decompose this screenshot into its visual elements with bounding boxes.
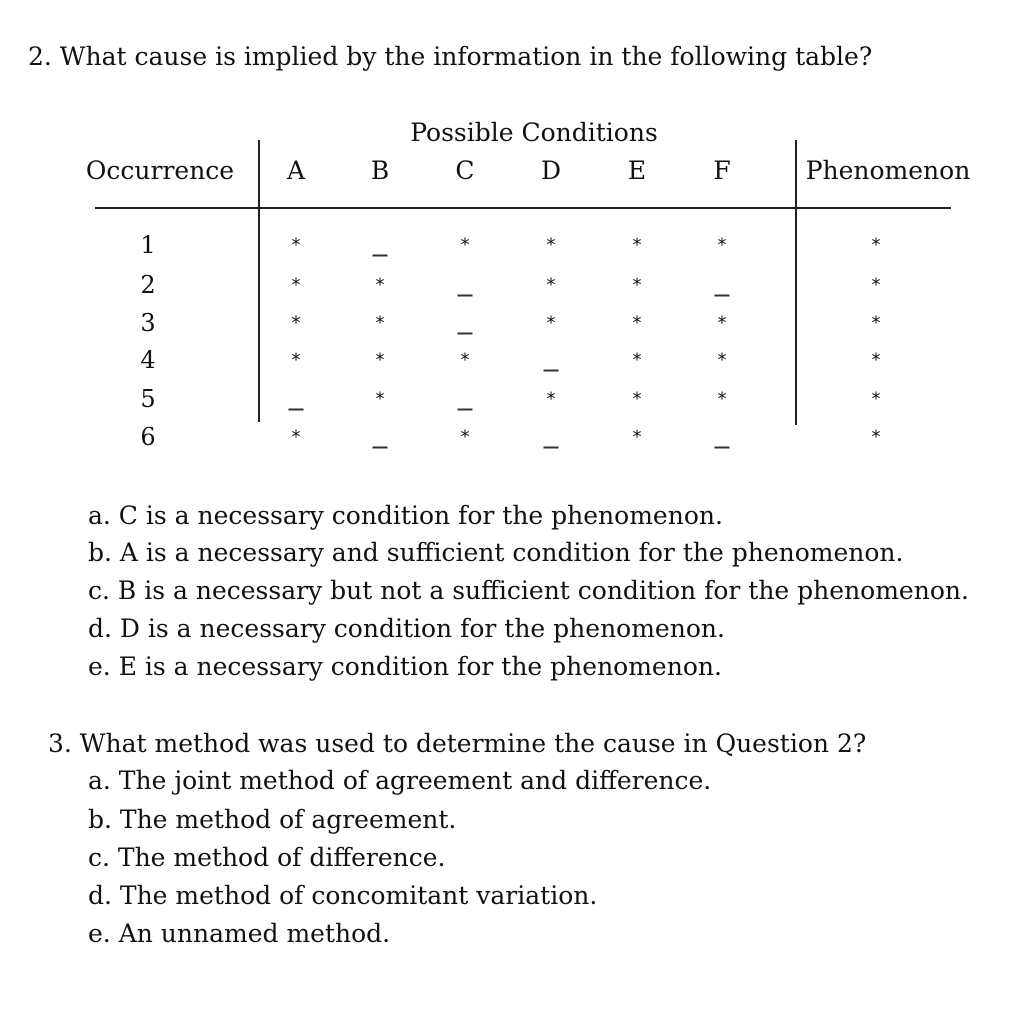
absent-mark bbox=[373, 235, 388, 256]
present-mark: * bbox=[546, 234, 556, 256]
absent-mark bbox=[458, 313, 473, 334]
present-mark: * bbox=[632, 274, 642, 296]
present-mark: * bbox=[291, 234, 301, 256]
present-mark: * bbox=[291, 274, 301, 296]
absent-mark bbox=[715, 275, 730, 296]
absent-mark bbox=[289, 389, 304, 410]
occurrence-number: 3 bbox=[140, 309, 156, 337]
q3-option-a: a. The joint method of agreement and difference. bbox=[88, 766, 712, 795]
absent-mark bbox=[715, 427, 730, 448]
present-mark: * bbox=[375, 274, 385, 296]
present-mark: * bbox=[460, 426, 470, 448]
occurrence-number: 1 bbox=[140, 231, 156, 259]
present-mark: * bbox=[717, 349, 727, 371]
present-mark: * bbox=[375, 312, 385, 334]
present-mark: * bbox=[632, 312, 642, 334]
present-mark: * bbox=[546, 388, 556, 410]
q3-option-e: e. An unnamed method. bbox=[88, 919, 391, 948]
absent-mark bbox=[544, 427, 559, 448]
present-mark: * bbox=[291, 312, 301, 334]
present-mark: * bbox=[717, 234, 727, 256]
present-mark: * bbox=[546, 312, 556, 334]
present-mark: * bbox=[375, 349, 385, 371]
present-mark: * bbox=[375, 388, 385, 410]
q3-option-b: b. The method of agreement. bbox=[88, 805, 457, 834]
q3-option-c: c. The method of difference. bbox=[88, 843, 446, 872]
present-mark: * bbox=[717, 312, 727, 334]
phenomenon-mark: * bbox=[871, 312, 881, 334]
question-2: 2. What cause is implied by the information in the following table? bbox=[28, 42, 873, 71]
condition-header-F: F bbox=[713, 156, 731, 185]
q3-option-d: d. The method of concomitant variation. bbox=[88, 881, 598, 910]
occurrence-number: 4 bbox=[140, 346, 156, 374]
present-mark: * bbox=[460, 349, 470, 371]
phenomenon-mark: * bbox=[871, 234, 881, 256]
question-3: 3. What method was used to determine the cause in Question 2? bbox=[48, 729, 867, 758]
absent-mark bbox=[458, 275, 473, 296]
phenomenon-header: Phenomenon bbox=[805, 156, 971, 185]
q2-option-e: e. E is a necessary condition for the phenomenon. bbox=[88, 652, 722, 681]
condition-header-A: A bbox=[286, 156, 306, 185]
divider-right bbox=[795, 140, 797, 425]
condition-header-E: E bbox=[627, 156, 647, 185]
q2-option-a: a. C is a necessary condition for the phenomenon. bbox=[88, 501, 723, 530]
q2-option-d: d. D is a necessary condition for the phenomenon. bbox=[88, 614, 725, 643]
present-mark: * bbox=[632, 349, 642, 371]
present-mark: * bbox=[460, 234, 470, 256]
condition-header-C: C bbox=[455, 156, 475, 185]
divider-left bbox=[258, 140, 260, 422]
absent-mark bbox=[373, 427, 388, 448]
present-mark: * bbox=[291, 349, 301, 371]
present-mark: * bbox=[291, 426, 301, 448]
occurrence-number: 6 bbox=[140, 423, 156, 451]
absent-mark bbox=[544, 350, 559, 371]
present-mark: * bbox=[546, 274, 556, 296]
q2-option-b: b. A is a necessary and sufficient condition for the phenomenon. bbox=[88, 538, 904, 567]
present-mark: * bbox=[717, 388, 727, 410]
header-rule bbox=[95, 207, 951, 209]
group-header: Possible Conditions bbox=[410, 118, 658, 147]
present-mark: * bbox=[632, 234, 642, 256]
occurrence-number: 2 bbox=[140, 271, 156, 299]
phenomenon-mark: * bbox=[871, 426, 881, 448]
occurrence-number: 5 bbox=[140, 385, 156, 413]
condition-header-D: D bbox=[540, 156, 562, 185]
q2-option-c: c. B is a necessary but not a sufficient condition for the phenomenon. bbox=[88, 576, 969, 605]
phenomenon-mark: * bbox=[871, 388, 881, 410]
present-mark: * bbox=[632, 388, 642, 410]
absent-mark bbox=[458, 389, 473, 410]
phenomenon-mark: * bbox=[871, 349, 881, 371]
condition-header-B: B bbox=[370, 156, 390, 185]
occurrence-header: Occurrence bbox=[85, 156, 235, 185]
phenomenon-mark: * bbox=[871, 274, 881, 296]
present-mark: * bbox=[632, 426, 642, 448]
